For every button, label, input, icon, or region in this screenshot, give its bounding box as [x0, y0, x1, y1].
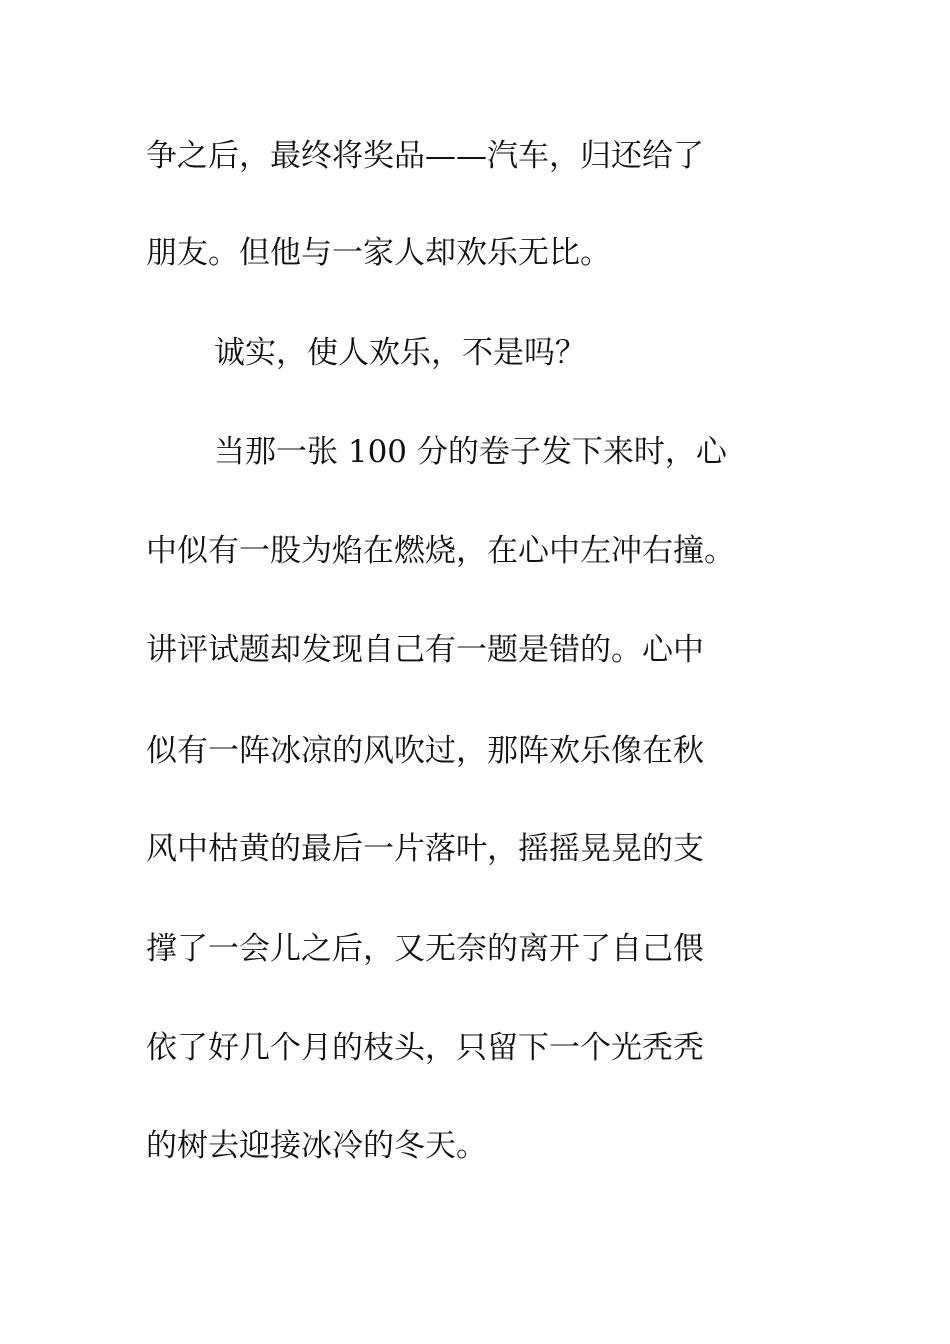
- text-line: 风中枯黄的最后一片落叶，摇摇晃晃的支: [146, 831, 704, 867]
- text-line: 中似有一股为焰在燃烧，在心中左冲右撞。: [146, 533, 735, 569]
- text-line: 讲评试题却发现自己有一题是错的。心中: [146, 632, 704, 668]
- paragraph-line: 当那一张 100 分的卷子发下来时，心: [214, 434, 727, 470]
- paragraph-line: 诚实，使人欢乐，不是吗？: [214, 335, 586, 371]
- text-line: 争之后，最终将奖品——汽车，归还给了: [146, 138, 704, 174]
- text-line: 的树去迎接冰冷的冬天。: [146, 1128, 487, 1164]
- text-line: 朋友。但他与一家人却欢乐无比。: [146, 235, 611, 271]
- text-line: 撑了一会儿之后，又无奈的离开了自己偎: [146, 931, 704, 967]
- text-line: 似有一阵冰凉的风吹过，那阵欢乐像在秋: [146, 733, 704, 769]
- text-line: 依了好几个月的枝头，只留下一个光秃秃: [146, 1030, 704, 1066]
